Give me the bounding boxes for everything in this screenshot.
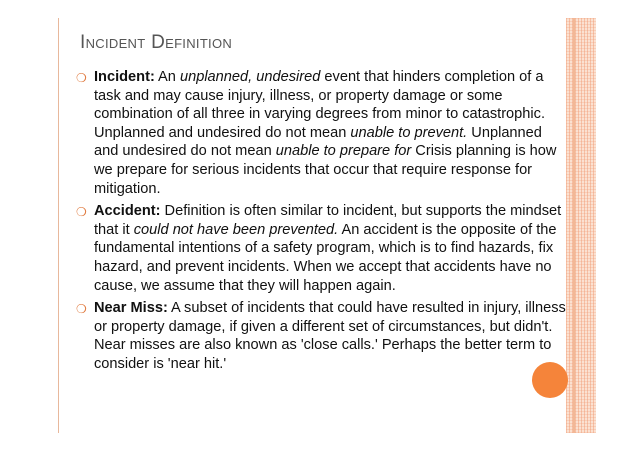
bullet-near-miss: [76, 299, 568, 373]
ring-bullet-icon: ❍: [76, 71, 87, 85]
bullet-text: Near Miss: A subset of incidents that could have resulted in injury, illness or property damage, if given a different set of circumstances, but didn't. Near misses are also known as 'close calls.' Perhaps the better term to consider is 'near hit.': [94, 300, 566, 372]
slide-title: Incident Definition: [80, 32, 233, 53]
decorative-orange-circle: [532, 362, 568, 398]
ring-bullet-icon: ❍: [76, 205, 87, 220]
bullet-list: [76, 68, 568, 378]
decorative-band-edge: [573, 18, 575, 433]
bullet-text: Incident: An unplanned, undesired event that hinders completion of a task and may cause injury, illness, or property damage or some combination of all three in varying degrees from minor to catastrophic. Unplanned and undesired do not mean unable to prevent. Unplanned and undesired do not mean unable to prepare for Crisis planning is how we prepare for serious incidents that occur that require response for mitigation.: [94, 69, 557, 197]
ring-bullet-icon: ❍: [76, 302, 87, 317]
bullet-term: Incident:: [94, 69, 155, 85]
bullet-term: Near Miss:: [94, 300, 168, 317]
bullet-text: Accident: Definition is often similar to incident, but supports the mindset that it could not have been prevented. An accident is the opposite of the fundamental intentions of a safety program, which is to find hazards, fix hazard, and prevent incidents. When we accept that accidents have no cause, we assume that they will happen again.: [94, 203, 562, 294]
decorative-band: [566, 18, 596, 433]
bullet-incident: [76, 68, 568, 198]
left-divider: [58, 18, 59, 433]
bullet-term: Accident:: [94, 203, 161, 220]
bullet-accident: [76, 202, 568, 295]
